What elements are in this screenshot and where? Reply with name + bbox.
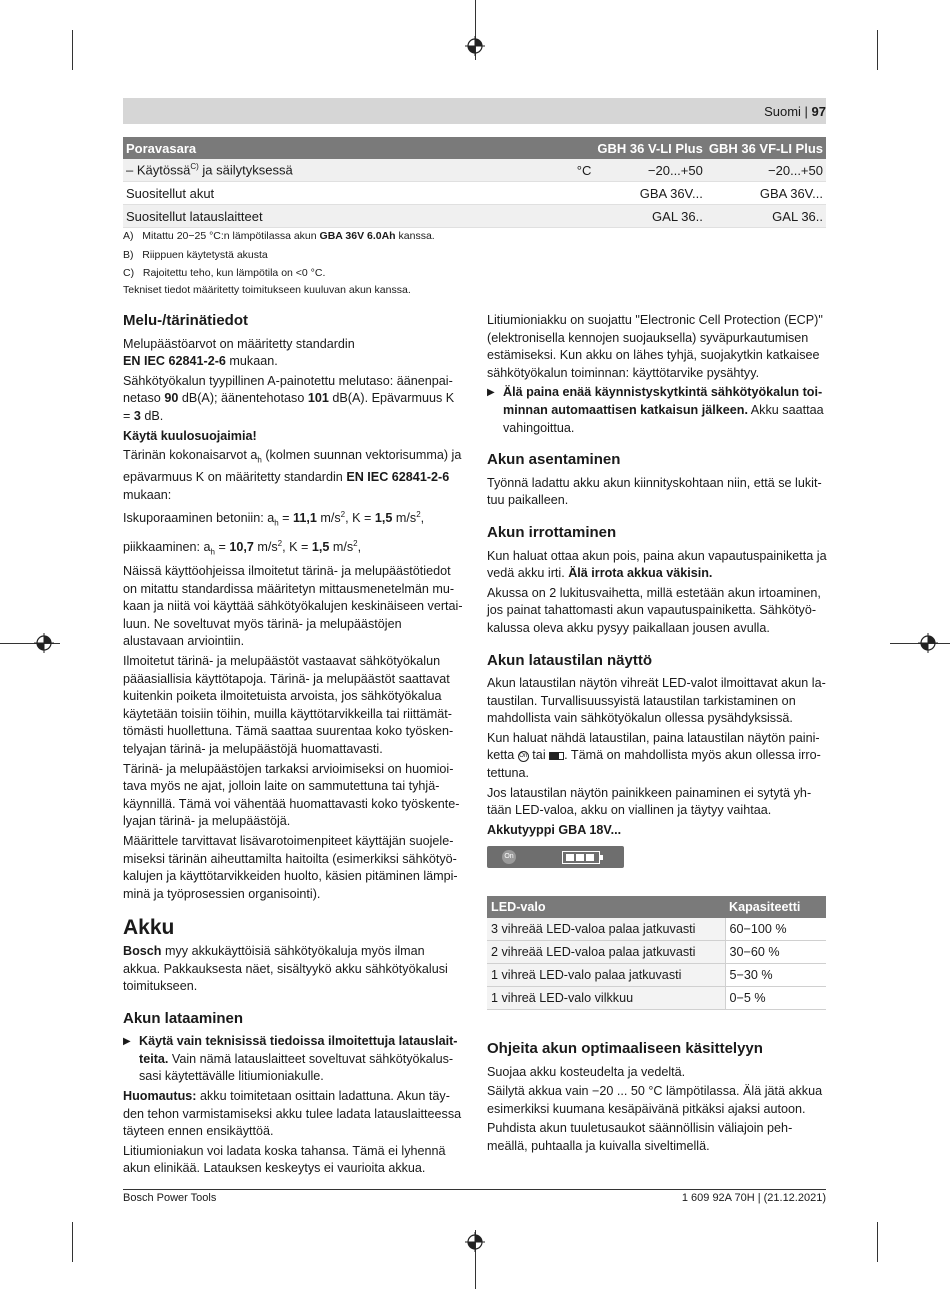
paragraph: Huomautus: akku toimitetaan osittain ladattuna. Akun täyden tehon varmistamiseksi akku tulee ladata latauslaitteessa täyteen ennen ensikäyttöä.: [123, 1089, 462, 1139]
footer-divider: [123, 1189, 826, 1190]
paragraph: Työnnä ladattu akku akun kiinnityskohtaan niin, että se lukittuu paikalleen.: [487, 475, 822, 508]
table-row: [487, 918, 826, 941]
table-row: [123, 159, 826, 182]
page-number: 97: [811, 104, 826, 119]
left-column: [123, 298, 463, 1180]
spec-label: Suositellut latauslaitteet: [123, 205, 467, 228]
bullet-arrow-icon: ▶: [487, 387, 495, 399]
warning-text: Käytä kuulosuojaimia!: [123, 428, 257, 443]
spec-header-v2: GBH 36 VF-LI Plus: [706, 137, 826, 159]
spec-unit: [467, 205, 594, 228]
capacity-cell: 5−30 %: [725, 964, 826, 987]
right-column-tips: [487, 1026, 827, 1158]
heading-akku: Akku: [123, 916, 175, 940]
spec-value: GBA 36V...: [706, 182, 826, 205]
table-row: [123, 205, 826, 228]
heading-noise: Melu-/tärinätiedot: [123, 312, 249, 329]
paragraph: Kun haluat nähdä lataustilan, paina lataustilan näytön painiketta On tai . Tämä on mahdollista myös akun ollessa irrotettuna.: [487, 730, 821, 781]
paragraph: Akun lataustilan näytön vihreät LED-valot ilmoittavat akun lataustilan. Turvallisuussyistä lataustilan tarkistaminen on mahdollista vain sähkötyökalun ollessa pysähdyksissä.: [487, 676, 826, 726]
paragraph: Kun haluat ottaa akun pois, paina akun vapautuspainiketta ja vedä akku irti. Älä irrota akkua väkisin.: [487, 548, 827, 581]
footnote-a: A) Mitattu 20−25 °C:n lämpötilassa akun GBA 36V 6.0Ah kanssa.: [123, 230, 435, 242]
table-row: [487, 987, 826, 1010]
footnote-b: B) Riippuen käytetystä akusta: [123, 249, 268, 261]
bullet-item: ▶ Käytä vain teknisissä tiedoissa ilmoitettuja latauslaitteita. Vain nämä latauslaitteet soveltuvat sähkötyökalussasi käytettävälle litiumioniakulle.: [123, 1034, 458, 1084]
footer-left: Bosch Power Tools: [123, 1192, 217, 1204]
crop-mark: [877, 1222, 878, 1262]
led-header: LED-valo: [487, 896, 725, 918]
header-section: Suomi: [764, 104, 801, 119]
table-row: [487, 964, 826, 987]
heading-remove: Akun irrottaminen: [487, 523, 617, 541]
battery-icon: [562, 851, 600, 864]
spec-value: −20...+50: [594, 159, 705, 182]
paragraph: Bosch myy akkukäyttöisiä sähkötyökaluja myös ilman akkua. Pakkauksesta näet, sisältyykö akku sähkötyökalusi toimitukseen.: [123, 943, 448, 994]
paragraph: Iskuporaaminen betoniin: $a_h = 11,1$ $m/s^2$, K = 1,5 $m/s^2$,: [123, 510, 425, 529]
page-header-bar: [123, 98, 826, 124]
table-row: [487, 941, 826, 964]
spec-header-unit: [467, 137, 594, 159]
crop-mark: [72, 1222, 73, 1262]
spec-value: GAL 36..: [594, 205, 705, 228]
paragraph: Puhdista akun tuuletusaukot säännöllisin väliajoin pehmeällä, puhtaalla ja kuivalla siveltimellä.: [487, 1121, 793, 1153]
led-capacity-table: [487, 896, 826, 1010]
spec-header-product: Poravasara: [123, 137, 467, 159]
paragraph: Litiumioniakun voi ladata koska tahansa. Tämä ei lyhennä akun elinikää. Latauksen keskeytys ei vaurioita akkua.: [123, 1143, 446, 1176]
led-cell: 1 vihreä LED-valo vilkkuu: [487, 987, 725, 1010]
battery-type: Akkutyyppi GBA 18V...: [487, 822, 622, 837]
heading-charge: Akun lataaminen: [123, 1009, 244, 1027]
table-row: [123, 182, 826, 205]
spec-value: −20...+50: [706, 159, 826, 182]
capacity-cell: 30−60 %: [725, 941, 826, 964]
paragraph: Ilmoitetut tärinä- ja melupäästöt vastaavat sähkötyökalun pääasiallisia käyttötapoja. Tärinä- ja melupäästöt saattavat kuitenkin poiketa ilmoitetuista arvoista, jos sähkötyökalua käytetään toisiin töihin, muilla käyttötarvikkeilla tai riittämättömästi huollettuna. Tämä saattaa suurentaa koko työskentelyajan tärinä- ja melupäästöjä huomattavasti.: [123, 654, 454, 756]
paragraph: Litiumioniakku on suojattu "Electronic Cell Protection (ECP)" (elektronisella kennojen suojauksella) syväpurkautumisen estämiseksi. Kun akku on lähes tyhjä, suojakytkin katkaisee sähkötyökalun toiminnan: käyttötarvike pysähtyy.: [487, 313, 823, 380]
registration-mark-icon: [34, 633, 54, 653]
paragraph: piikkaaminen: $a_h = 10,7$ $m/s^2$, K = 1,5 $m/s^2$,: [123, 538, 362, 557]
paragraph: Näissä käyttöohjeissa ilmoitetut tärinä- ja melupäästötiedot on mitattu standardissa määritetyn mittausmenetelmän mukaan ja niitä voi käyttää sähkötyökalujen keskinäiseen vertailuun. Ne soveltuvat myös tärinä- ja melupäästöjen alustavaan arviointiin.: [123, 564, 463, 649]
registration-mark-icon: [918, 633, 938, 653]
right-column: [487, 312, 827, 841]
heading-display: Akun lataustilan näyttö: [487, 651, 653, 669]
footnote-c: C) Rajoitettu teho, kun lämpötila on <0 °C.: [123, 267, 326, 279]
on-button-icon: On: [518, 751, 529, 762]
footnote-note: Tekniset tiedot määritetty toimitukseen kuuluvan akun kanssa.: [123, 284, 411, 296]
led-cell: 2 vihreää LED-valoa palaa jatkuvasti: [487, 941, 725, 964]
paragraph: Jos lataustilan näytön painikkeen painaminen ei sytytä yhtään LED-valoa, akku on viallinen ja täytyy vaihtaa.: [487, 785, 812, 818]
spec-unit: [467, 182, 594, 205]
capacity-header: Kapasiteetti: [725, 896, 826, 918]
spec-label: Suositellut akut: [123, 182, 467, 205]
bullet-item: ▶ Älä paina enää käynnistyskytkintä sähkötyökalun toiminnan automaattisen katkaisun jälkeen. Akku saattaa vahingoittua.: [487, 385, 824, 435]
heading-tips: Ohjeita akun optimaaliseen käsittelyyn: [487, 1040, 763, 1057]
crop-mark: [72, 30, 73, 70]
registration-mark-icon: [465, 36, 485, 56]
spec-header-v1: GBH 36 V-LI Plus: [594, 137, 705, 159]
spec-value: GAL 36..: [706, 205, 826, 228]
crop-mark: [877, 30, 878, 70]
on-button-icon: On: [502, 850, 516, 864]
registration-mark-icon: [465, 1232, 485, 1252]
bullet-arrow-icon: ▶: [123, 1036, 131, 1048]
paragraph: Säilytä akkua vain −20 ... 50 °C lämpötilassa. Älä jätä akkua esimerkiksi kuumana kesäpäivänä pitkäksi ajaksi autoon.: [487, 1084, 823, 1116]
led-cell: 1 vihreä LED-valo palaa jatkuvasti: [487, 964, 725, 987]
spec-unit: °C: [467, 159, 594, 182]
paragraph: Suojaa akku kosteudelta ja vedeltä.: [487, 1064, 686, 1079]
paragraph: Määrittele tarvittavat lisävarotoimenpiteet käyttäjän suojelemiseksi tärinän aiheuttamilta haitoilta (esimerkiksi sähkötyökalujen ja käyttötarvikkeiden huolto, käsien pitäminen lämpiminä ja työprosessien organisointi).: [123, 833, 458, 901]
capacity-cell: 0−5 %: [725, 987, 826, 1010]
paragraph: Tärinä- ja melupäästöjen tarkaksi arvioimiseksi on huomioitava myös ne ajat, jolloin laite on sammutettuna tai tyhjäkäynnillä. Tämä voi vähentää huomattavasti koko työskentelyajan tärinä- ja melupäästöjä.: [123, 761, 460, 829]
battery-icon: [549, 752, 564, 760]
paragraph: Melupäästöarvot on määritetty standardin EN IEC 62841-2-6 mukaan.: [123, 336, 355, 369]
paragraph: Akussa on 2 lukitusvaihetta, millä estetään akun irtoaminen, jos painat tahattomasti akun vapautuspainiketta. Sähkötyökalussa oleva akku pysyy paikallaan jousen avulla.: [487, 585, 821, 635]
capacity-cell: 60−100 %: [725, 918, 826, 941]
heading-install: Akun asentaminen: [487, 451, 621, 469]
battery-led-indicator: [487, 846, 624, 868]
footer-right: 1 609 92A 70H | (21.12.2021): [681, 1192, 826, 1204]
paragraph: Tärinän kokonaisarvot $a_h$ (kolmen suunnan vektorisumma) ja epävarmuus K on määritetty standardin EN IEC 62841-2-6 mukaan:: [123, 448, 462, 502]
spec-value: GBA 36V...: [594, 182, 705, 205]
led-cell: 3 vihreää LED-valoa palaa jatkuvasti: [487, 918, 725, 941]
page-header: Suomi | 97: [764, 104, 826, 119]
paragraph: Sähkötyökalun tyypillinen A-painotettu melutaso: äänenpainetaso 90 dB(A); äänentehotaso 101 dB(A). Epävarmuus K = 3 dB.: [123, 373, 455, 423]
spec-label: – Käytössä$^{C)}$ ja säilytyksessä: [123, 159, 467, 182]
spec-table: [123, 137, 826, 228]
